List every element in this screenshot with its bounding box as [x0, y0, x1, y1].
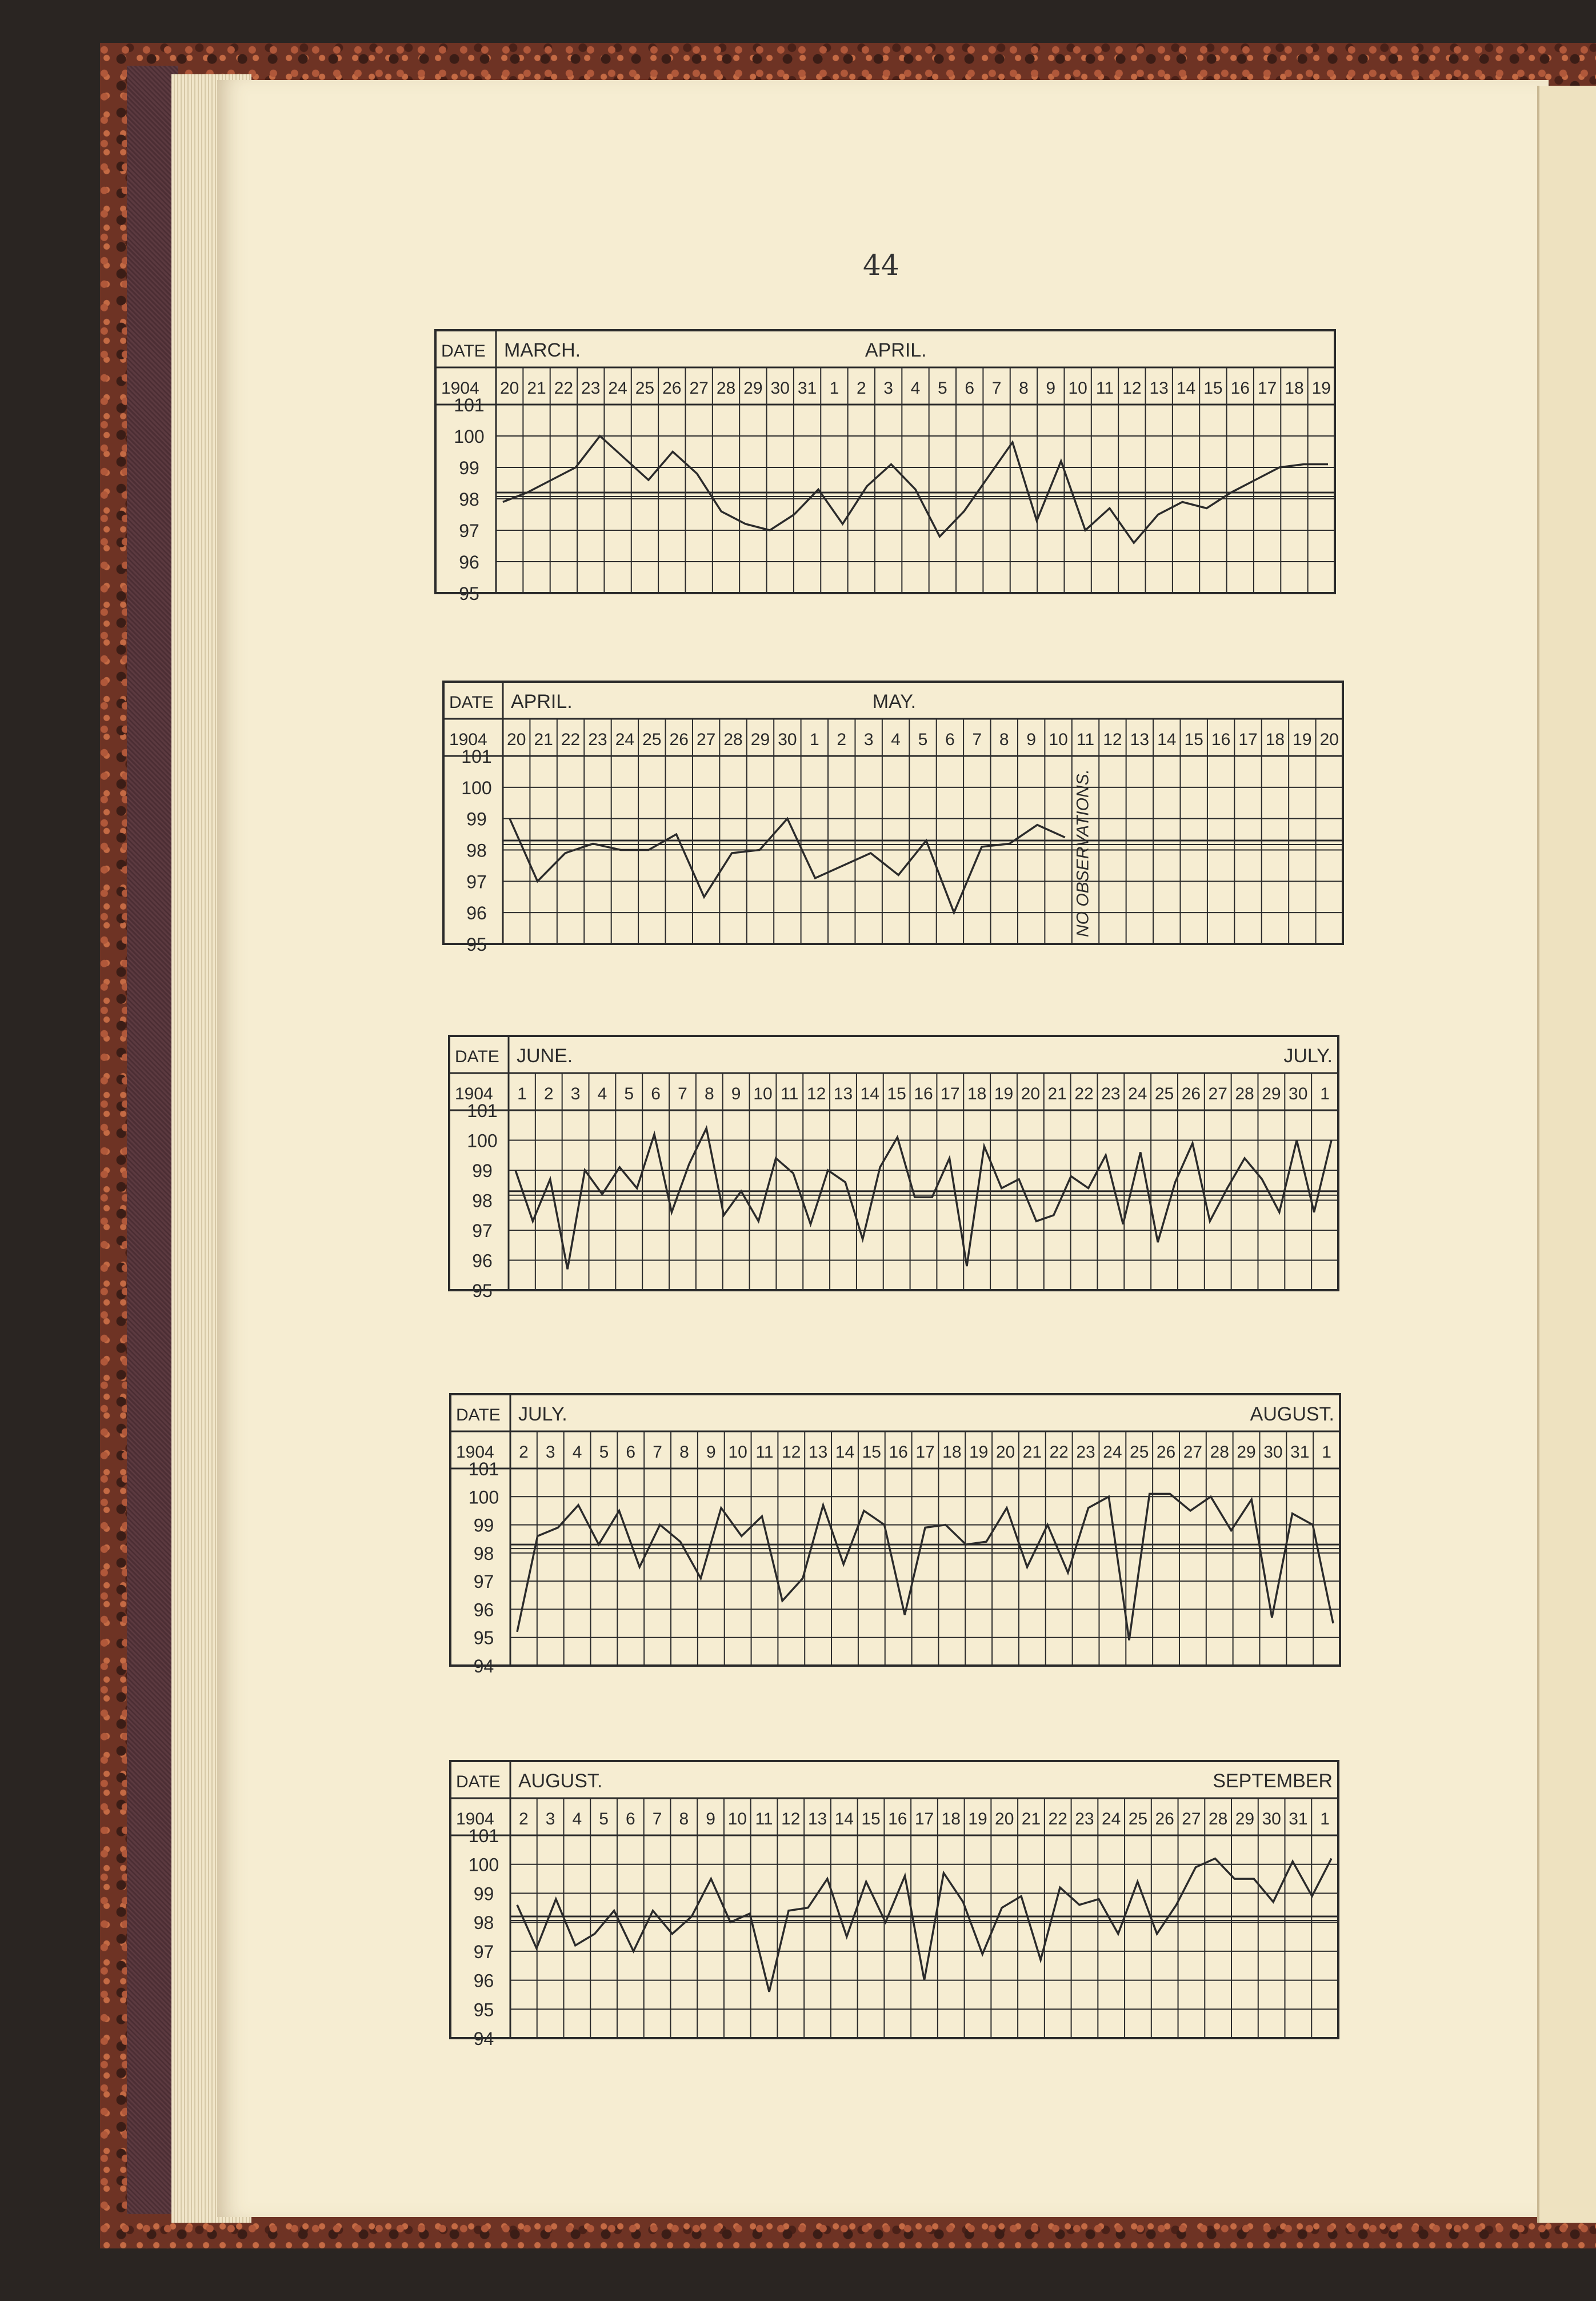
x-tick-label: 3: [883, 379, 893, 398]
x-tick-label: 8: [679, 1810, 689, 1828]
x-tick-label: 14: [860, 1085, 880, 1103]
date-header-label: DATE: [456, 1772, 501, 1791]
x-tick-label: 16: [914, 1085, 933, 1103]
x-tick-label: 1: [1322, 1443, 1331, 1462]
month-label: APRIL.: [511, 691, 573, 713]
x-tick-label: 13: [808, 1443, 828, 1462]
y-tick-label: 94: [473, 1656, 494, 1676]
x-tick-label: 6: [625, 1810, 635, 1828]
page-number: 44: [863, 249, 899, 282]
x-tick-label: 24: [1102, 1810, 1121, 1828]
x-tick-label: 26: [662, 379, 682, 398]
x-tick-label: 23: [1076, 1443, 1095, 1462]
x-tick-label: 8: [1019, 379, 1029, 398]
x-tick-label: 19: [968, 1810, 987, 1828]
x-tick-label: 16: [1211, 730, 1231, 749]
x-tick-label: 30: [1262, 1810, 1281, 1828]
x-tick-label: 16: [889, 1443, 908, 1462]
x-tick-label: 1: [517, 1085, 527, 1103]
x-tick-label: 16: [888, 1810, 907, 1828]
x-tick-label: 27: [1208, 1085, 1227, 1103]
y-tick-label: 99: [473, 1515, 494, 1536]
x-tick-label: 5: [599, 1810, 609, 1828]
x-tick-label: 18: [942, 1443, 962, 1462]
y-tick-label: 99: [466, 809, 487, 830]
y-tick-label: 98: [472, 1190, 493, 1211]
x-tick-label: 16: [1230, 379, 1250, 398]
x-tick-label: 2: [519, 1810, 529, 1828]
x-tick-label: 11: [1095, 379, 1114, 398]
x-tick-label: 19: [1311, 379, 1331, 398]
x-tick-label: 21: [1021, 1810, 1041, 1828]
x-tick-label: 7: [653, 1443, 662, 1462]
x-tick-label: 28: [1235, 1085, 1254, 1103]
temperature-series-line: [517, 1859, 1331, 1992]
x-tick-label: 11: [755, 1443, 774, 1462]
x-tick-label: 14: [1176, 379, 1196, 398]
y-tick-label: 100: [461, 777, 492, 798]
x-tick-label: 15: [887, 1085, 906, 1103]
x-tick-label: 12: [1122, 379, 1142, 398]
x-tick-label: 12: [1103, 730, 1122, 749]
y-tick-label: 97: [459, 521, 479, 541]
year-label: 1904: [456, 1810, 494, 1828]
date-header-label: DATE: [456, 1406, 501, 1424]
x-tick-label: 25: [1154, 1085, 1174, 1103]
x-tick-label: 8: [679, 1443, 689, 1462]
x-tick-label: 18: [1285, 379, 1304, 398]
x-tick-label: 7: [678, 1085, 687, 1103]
x-tick-label: 20: [995, 1443, 1015, 1462]
x-tick-label: 22: [1049, 1443, 1069, 1462]
x-tick-label: 20: [499, 379, 519, 398]
x-tick-label: 4: [910, 379, 921, 398]
x-tick-label: 7: [652, 1810, 662, 1828]
y-tick-label: 96: [473, 1970, 494, 1991]
x-tick-label: 19: [969, 1443, 989, 1462]
x-tick-label: 27: [1183, 1443, 1203, 1462]
x-tick-label: 17: [941, 1085, 960, 1103]
x-tick-label: 22: [1074, 1085, 1094, 1103]
y-tick-label: 100: [468, 1854, 499, 1875]
x-tick-label: 15: [862, 1443, 882, 1462]
y-tick-label: 100: [468, 1487, 499, 1508]
x-tick-label: 30: [1289, 1085, 1308, 1103]
x-tick-label: 14: [834, 1810, 854, 1828]
month-label: JULY.: [518, 1403, 567, 1425]
x-tick-label: 26: [669, 730, 689, 749]
x-tick-label: 25: [642, 730, 662, 749]
x-tick-label: 9: [731, 1085, 741, 1103]
x-tick-label: 10: [1049, 730, 1068, 749]
x-tick-label: 22: [561, 730, 581, 749]
x-tick-label: 12: [782, 1443, 801, 1462]
x-tick-label: 20: [507, 730, 526, 749]
no-observations-annotation: NO OBSERVATIONS.: [1073, 769, 1093, 937]
y-tick-label: 98: [473, 1912, 494, 1934]
x-tick-label: 21: [1047, 1085, 1067, 1103]
y-tick-label: 98: [473, 1543, 494, 1564]
date-header-label: DATE: [449, 693, 494, 712]
x-tick-label: 6: [651, 1085, 661, 1103]
x-tick-label: 13: [1149, 379, 1169, 398]
x-tick-label: 12: [806, 1085, 826, 1103]
x-tick-label: 31: [797, 379, 817, 398]
y-tick-label: 96: [472, 1250, 493, 1271]
x-tick-label: 9: [706, 1443, 716, 1462]
x-tick-label: 8: [999, 730, 1009, 749]
x-tick-label: 9: [1046, 379, 1056, 398]
x-tick-label: 13: [1130, 730, 1150, 749]
x-tick-label: 1: [829, 379, 839, 398]
x-tick-label: 17: [1238, 730, 1258, 749]
date-header-label: DATE: [441, 342, 486, 361]
y-tick-label: 101: [467, 1101, 498, 1121]
x-tick-label: 22: [554, 379, 574, 398]
x-tick-label: 26: [1155, 1810, 1174, 1828]
x-tick-label: 2: [543, 1085, 554, 1103]
x-tick-label: 7: [991, 379, 1002, 398]
x-tick-label: 6: [945, 730, 955, 749]
y-tick-label: 95: [473, 1999, 494, 2020]
x-tick-label: 21: [527, 379, 546, 398]
x-tick-label: 3: [570, 1085, 581, 1103]
x-tick-label: 23: [581, 379, 601, 398]
x-tick-label: 24: [1128, 1085, 1147, 1103]
x-tick-label: 24: [608, 379, 627, 398]
x-tick-label: 14: [835, 1443, 855, 1462]
x-tick-label: 28: [1210, 1443, 1229, 1462]
y-tick-label: 95: [472, 1280, 493, 1301]
x-tick-label: 5: [918, 730, 928, 749]
y-tick-label: 99: [459, 458, 479, 478]
y-tick-label: 101: [454, 395, 485, 415]
x-tick-label: 12: [781, 1810, 801, 1828]
x-tick-label: 23: [1101, 1085, 1121, 1103]
x-tick-label: 28: [716, 379, 736, 398]
x-tick-label: 25: [1128, 1810, 1148, 1828]
x-tick-label: 20: [1021, 1085, 1041, 1103]
x-tick-label: 17: [914, 1810, 934, 1828]
x-tick-label: 30: [770, 379, 790, 398]
x-tick-label: 11: [1076, 730, 1095, 749]
x-tick-label: 10: [728, 1443, 747, 1462]
y-tick-label: 100: [454, 426, 485, 447]
x-tick-label: 10: [1068, 379, 1087, 398]
x-tick-label: 6: [965, 379, 975, 398]
y-tick-label: 98: [459, 489, 479, 510]
x-tick-label: 1: [1320, 1085, 1330, 1103]
y-tick-label: 99: [473, 1883, 494, 1904]
x-tick-label: 5: [938, 379, 947, 398]
x-tick-label: 11: [755, 1810, 773, 1828]
x-tick-label: 18: [1265, 730, 1285, 749]
x-tick-label: 21: [534, 730, 553, 749]
x-tick-label: 24: [1103, 1443, 1122, 1462]
x-tick-label: 5: [624, 1085, 634, 1103]
x-tick-label: 31: [1289, 1810, 1308, 1828]
year-label: 1904: [456, 1443, 494, 1462]
x-tick-label: 30: [778, 730, 797, 749]
y-tick-label: 101: [468, 1826, 499, 1846]
x-tick-label: 4: [891, 730, 901, 749]
month-label: APRIL.: [865, 339, 927, 361]
month-label: AUGUST.: [1250, 1403, 1334, 1425]
y-tick-label: 97: [472, 1220, 493, 1241]
x-tick-label: 27: [689, 379, 709, 398]
x-tick-label: 29: [1262, 1085, 1281, 1103]
x-tick-label: 19: [994, 1085, 1014, 1103]
x-tick-label: 31: [1290, 1443, 1310, 1462]
x-tick-label: 19: [1293, 730, 1312, 749]
x-tick-label: 1: [1320, 1810, 1330, 1828]
year-label: 1904: [449, 730, 487, 749]
x-tick-label: 2: [519, 1443, 529, 1462]
x-tick-label: 29: [1237, 1443, 1256, 1462]
x-tick-label: 26: [1181, 1085, 1201, 1103]
x-tick-label: 29: [1235, 1810, 1255, 1828]
x-tick-label: 25: [1130, 1443, 1149, 1462]
x-tick-label: 3: [545, 1810, 555, 1828]
x-tick-label: 3: [545, 1443, 555, 1462]
x-tick-label: 5: [599, 1443, 609, 1462]
x-tick-label: 17: [915, 1443, 935, 1462]
x-tick-label: 10: [753, 1085, 773, 1103]
y-tick-label: 96: [473, 1599, 494, 1620]
x-tick-label: 22: [1048, 1810, 1067, 1828]
date-header-label: DATE: [455, 1047, 499, 1066]
year-label: 1904: [441, 379, 479, 398]
y-tick-label: 97: [466, 871, 487, 893]
x-tick-label: 10: [727, 1810, 747, 1828]
x-tick-label: 30: [1263, 1443, 1283, 1462]
x-tick-label: 15: [1184, 730, 1203, 749]
x-tick-label: 17: [1257, 379, 1277, 398]
x-tick-label: 8: [704, 1085, 714, 1103]
x-tick-label: 20: [1319, 730, 1339, 749]
month-label: SEPTEMBER: [1213, 1770, 1333, 1792]
x-tick-label: 4: [597, 1085, 607, 1103]
x-tick-label: 4: [572, 1443, 582, 1462]
y-tick-label: 95: [459, 583, 479, 604]
x-tick-label: 4: [572, 1810, 582, 1828]
y-tick-label: 97: [473, 1941, 494, 1962]
x-tick-label: 18: [941, 1810, 961, 1828]
x-tick-label: 28: [723, 730, 743, 749]
x-tick-label: 13: [807, 1810, 827, 1828]
x-tick-label: 15: [1203, 379, 1223, 398]
month-label: MAY.: [872, 691, 917, 713]
y-tick-label: 101: [468, 1459, 499, 1479]
y-tick-label: 98: [466, 840, 487, 861]
year-label: 1904: [455, 1085, 493, 1103]
y-tick-label: 99: [472, 1160, 493, 1181]
x-tick-label: 18: [967, 1085, 987, 1103]
y-tick-label: 97: [473, 1571, 494, 1592]
month-label: AUGUST.: [518, 1770, 603, 1792]
month-label: JUNE.: [517, 1045, 573, 1067]
x-tick-label: 15: [861, 1810, 881, 1828]
x-tick-label: 25: [635, 379, 655, 398]
x-tick-label: 9: [706, 1810, 715, 1828]
y-tick-label: 95: [473, 1627, 494, 1648]
x-tick-label: 3: [863, 730, 874, 749]
y-tick-label: 100: [467, 1130, 498, 1151]
y-tick-label: 95: [466, 934, 487, 955]
x-tick-label: 13: [833, 1085, 853, 1103]
x-tick-label: 6: [626, 1443, 636, 1462]
x-tick-label: 24: [615, 730, 635, 749]
x-tick-label: 28: [1208, 1810, 1228, 1828]
x-tick-label: 27: [696, 730, 716, 749]
x-tick-label: 14: [1157, 730, 1177, 749]
x-tick-label: 23: [588, 730, 607, 749]
month-label: JULY.: [1283, 1045, 1333, 1067]
x-tick-label: 1: [809, 730, 819, 749]
x-tick-label: 7: [972, 730, 982, 749]
x-tick-label: 20: [995, 1810, 1014, 1828]
y-tick-label: 96: [459, 552, 479, 573]
x-tick-label: 2: [837, 730, 847, 749]
x-tick-label: 27: [1182, 1810, 1201, 1828]
x-tick-label: 29: [743, 379, 763, 398]
y-tick-label: 96: [466, 903, 487, 924]
y-tick-label: 94: [473, 2028, 494, 2049]
x-tick-label: 23: [1075, 1810, 1094, 1828]
x-tick-label: 2: [856, 379, 866, 398]
x-tick-label: 9: [1026, 730, 1037, 749]
month-label: MARCH.: [504, 339, 581, 361]
x-tick-label: 11: [781, 1085, 799, 1103]
y-tick-label: 101: [461, 746, 492, 767]
x-tick-label: 29: [750, 730, 770, 749]
x-tick-label: 26: [1156, 1443, 1176, 1462]
x-tick-label: 21: [1022, 1443, 1042, 1462]
